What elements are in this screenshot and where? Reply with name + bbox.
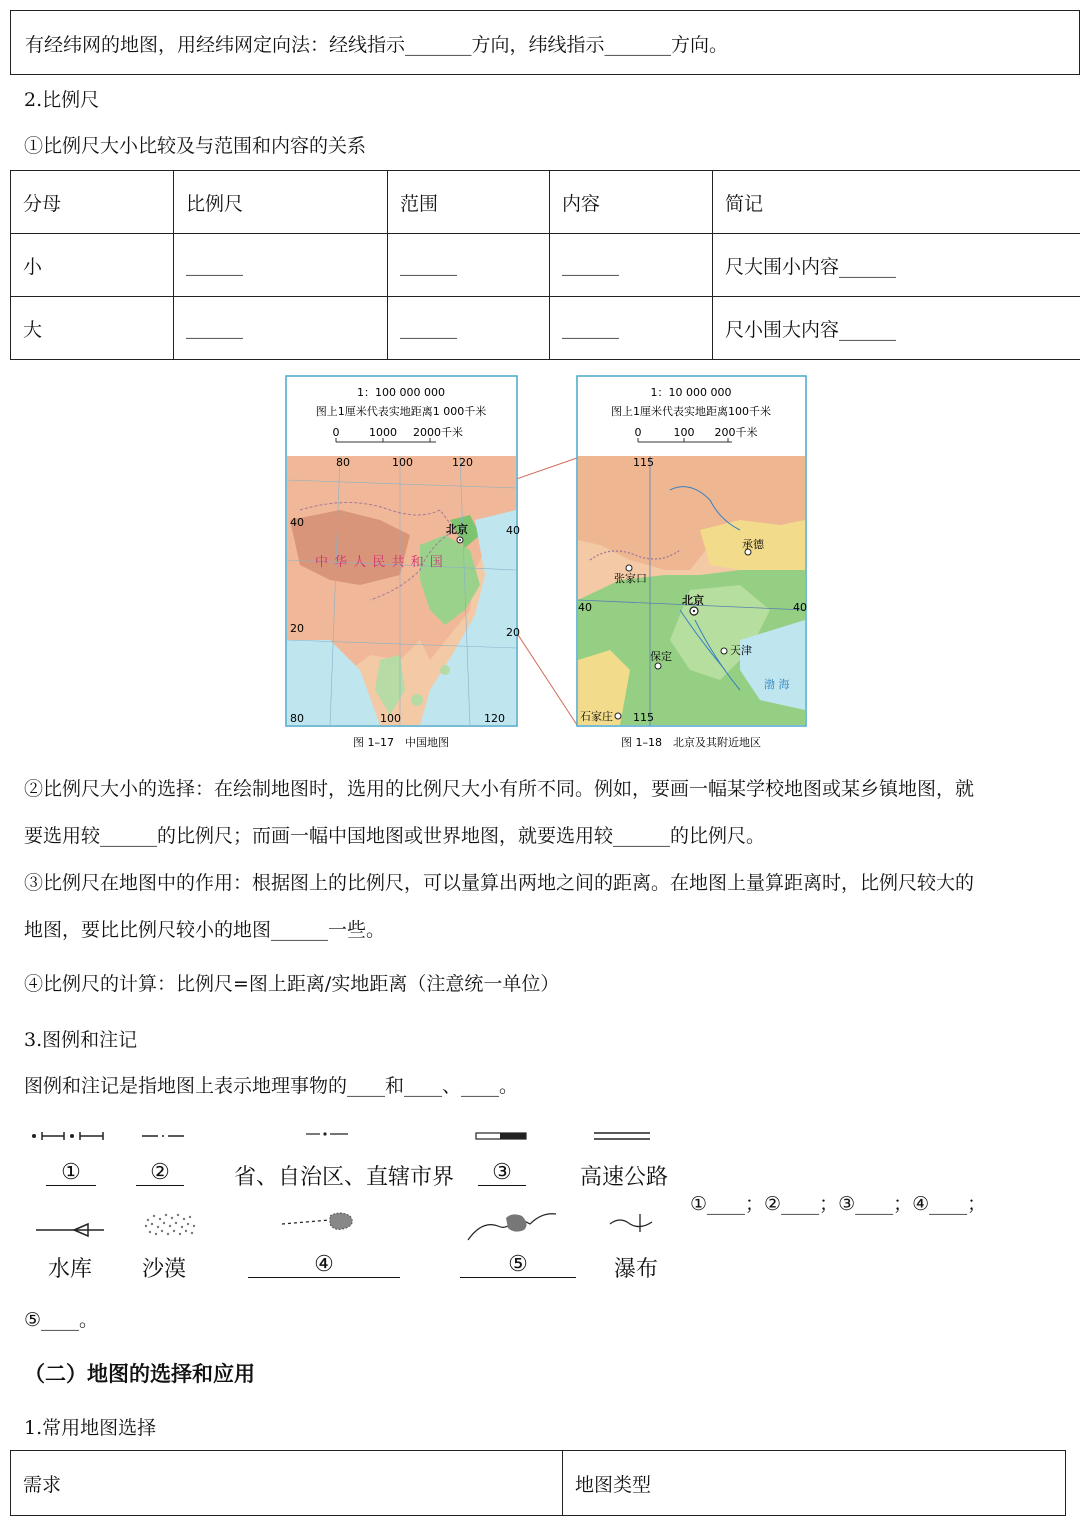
legend-label-waterfall: 瀑布 — [614, 1257, 659, 1282]
map-choice-header-row — [11, 1451, 1066, 1516]
map-left-lat: 40 — [506, 524, 520, 537]
boundary-symbol-icon — [32, 1132, 103, 1140]
map-right-lon: 115 — [633, 711, 654, 724]
map-left-country: 中 华 人 民 共 和 国 — [315, 555, 444, 570]
map-left-lon: 100 — [380, 712, 401, 725]
province-boundary-icon — [306, 1133, 348, 1135]
header-cell: 分母 — [11, 171, 174, 234]
map-left-lon: 80 — [336, 456, 350, 469]
table-cell: ______ — [550, 234, 713, 297]
table-cell: 小 — [11, 234, 174, 297]
map-left-lat: 20 — [506, 626, 520, 639]
map-left-bar: 0 — [332, 426, 340, 439]
para-3-line-1: ③比例尺在地图中的作用：根据图上的比例尺，可以量算出两地之间的距离。在地图上量算距离时，比例尺较大的 — [24, 872, 975, 894]
scale-table-header-row — [11, 171, 1080, 234]
table-cell: ______ — [550, 297, 713, 360]
map-right-sea: 渤 海 — [764, 678, 790, 691]
beijing-map — [577, 376, 807, 749]
map-left-caption: 图 1–17 中国地图 — [353, 736, 449, 749]
seasonal-lake-icon — [282, 1213, 352, 1229]
map-left-scale: 1：100 000 000 — [357, 386, 445, 399]
map-right-bar: 100 — [673, 426, 695, 439]
table-cell: ______ — [174, 234, 388, 297]
map-figure — [270, 370, 830, 760]
city-label: 北京 — [682, 594, 704, 607]
legend-blank-4: ④ — [248, 1252, 400, 1278]
map-left-lat: 20 — [290, 622, 304, 635]
reservoir-icon — [36, 1224, 104, 1236]
map-left-lon: 100 — [392, 456, 413, 469]
map-right-bar: 0 — [634, 426, 642, 439]
map-right-caption: 图 1–18 北京及其附近地区 — [621, 736, 761, 749]
city-label: 张家口 — [614, 572, 647, 585]
legend-blank-2: ② — [136, 1160, 184, 1186]
table-cell: ______ — [388, 234, 550, 297]
map-left-lon: 80 — [290, 712, 304, 725]
map-right-scale-desc: 图上1厘米代表实地距离100千米 — [611, 405, 771, 418]
table-cell: 大 — [11, 297, 174, 360]
map-right-bar: 200千米 — [714, 426, 758, 439]
map-right-lat: 40 — [793, 601, 807, 614]
header-cell: 地图类型 — [563, 1451, 1066, 1516]
map-left-lat: 40 — [290, 516, 304, 529]
header-cell: 内容 — [550, 171, 713, 234]
legend-blank-1: ① — [46, 1160, 96, 1186]
table-cell: 尺小围大内容______ — [713, 297, 1080, 360]
header-cell: 范围 — [388, 171, 550, 234]
highway-icon — [594, 1133, 650, 1139]
desert-icon — [145, 1214, 195, 1235]
city-label: 承德 — [742, 538, 764, 551]
table-cell: ______ — [174, 297, 388, 360]
city-label: 石家庄 — [580, 710, 613, 723]
table-row — [11, 297, 1080, 360]
para-2-line-1: ②比例尺大小的选择：在绘制地图时，选用的比例尺大小有所不同。例如，要画一幅某学校地图或某乡镇地图，就 — [24, 778, 975, 800]
legend-label-desert: 沙漠 — [142, 1257, 187, 1282]
map-left-bar: 1000 — [369, 426, 397, 439]
para-4: ④比例尺的计算：比例尺=图上距离/实地距离（注意统一单位） — [24, 973, 560, 995]
legend-label-province: 省、自治区、直辖市界 — [234, 1165, 455, 1190]
para-3-line-2: 地图，要比比例尺较小的地图______一些。 — [24, 919, 386, 941]
city-label: 天津 — [730, 644, 752, 657]
railway-icon — [476, 1133, 526, 1139]
legend-blank-3: ③ — [478, 1160, 526, 1186]
para-2-line-2: 要选用较______的比例尺；而画一幅中国地图或世界地图，就要选用较______的比例尺。 — [24, 825, 766, 847]
legend-label-highway: 高速公路 — [580, 1165, 669, 1190]
legend-answer-5: ⑤____。 — [24, 1309, 99, 1331]
map-left-scale-desc: 图上1厘米代表实地距离1 000千米 — [315, 405, 487, 418]
legend-answers: ①____；②____；③____；④____； — [690, 1193, 987, 1215]
part-2-heading: （二）地图的选择和应用 — [24, 1362, 255, 1386]
header-cell: 比例尺 — [174, 171, 388, 234]
section-3-title: 3.图例和注记 — [24, 1029, 138, 1051]
table-cell: ______ — [388, 297, 550, 360]
map-choice-table — [10, 1450, 1066, 1516]
scale-table — [10, 170, 1080, 360]
city-label: 保定 — [650, 650, 672, 663]
section-2-sub1: ①比例尺大小比较及与范围和内容的关系 — [24, 135, 367, 157]
legend-blank-5: ⑤ — [460, 1252, 576, 1278]
section-2-title: 2.比例尺 — [24, 89, 100, 111]
map-left-lon: 120 — [452, 456, 473, 469]
part-2-sub1: 1.常用地图选择 — [24, 1417, 157, 1439]
waterfall-icon — [610, 1214, 652, 1232]
map-left-lon: 120 — [484, 712, 505, 725]
header-cell: 需求 — [11, 1451, 563, 1516]
lake-river-icon — [468, 1214, 556, 1240]
china-map — [286, 376, 520, 749]
top-box-text: 有经纬网的地图，用经纬网定向法：经线指示_______方向，纬线指示_______方向。 — [25, 34, 729, 56]
map-left-city: 北京 — [446, 523, 468, 536]
map-right-lon: 115 — [633, 456, 654, 469]
section-3-intro: 图例和注记是指地图上表示地理事物的____和____、____。 — [24, 1075, 519, 1097]
map-right-lat: 40 — [578, 601, 592, 614]
map-left-bar: 2000千米 — [413, 426, 463, 439]
header-cell: 简记 — [713, 171, 1080, 234]
table-cell: 尺大围小内容______ — [713, 234, 1080, 297]
top-box — [10, 10, 1080, 75]
table-row — [11, 234, 1080, 297]
map-right-scale: 1：10 000 000 — [650, 386, 732, 399]
legend-label-reservoir: 水库 — [48, 1257, 93, 1282]
